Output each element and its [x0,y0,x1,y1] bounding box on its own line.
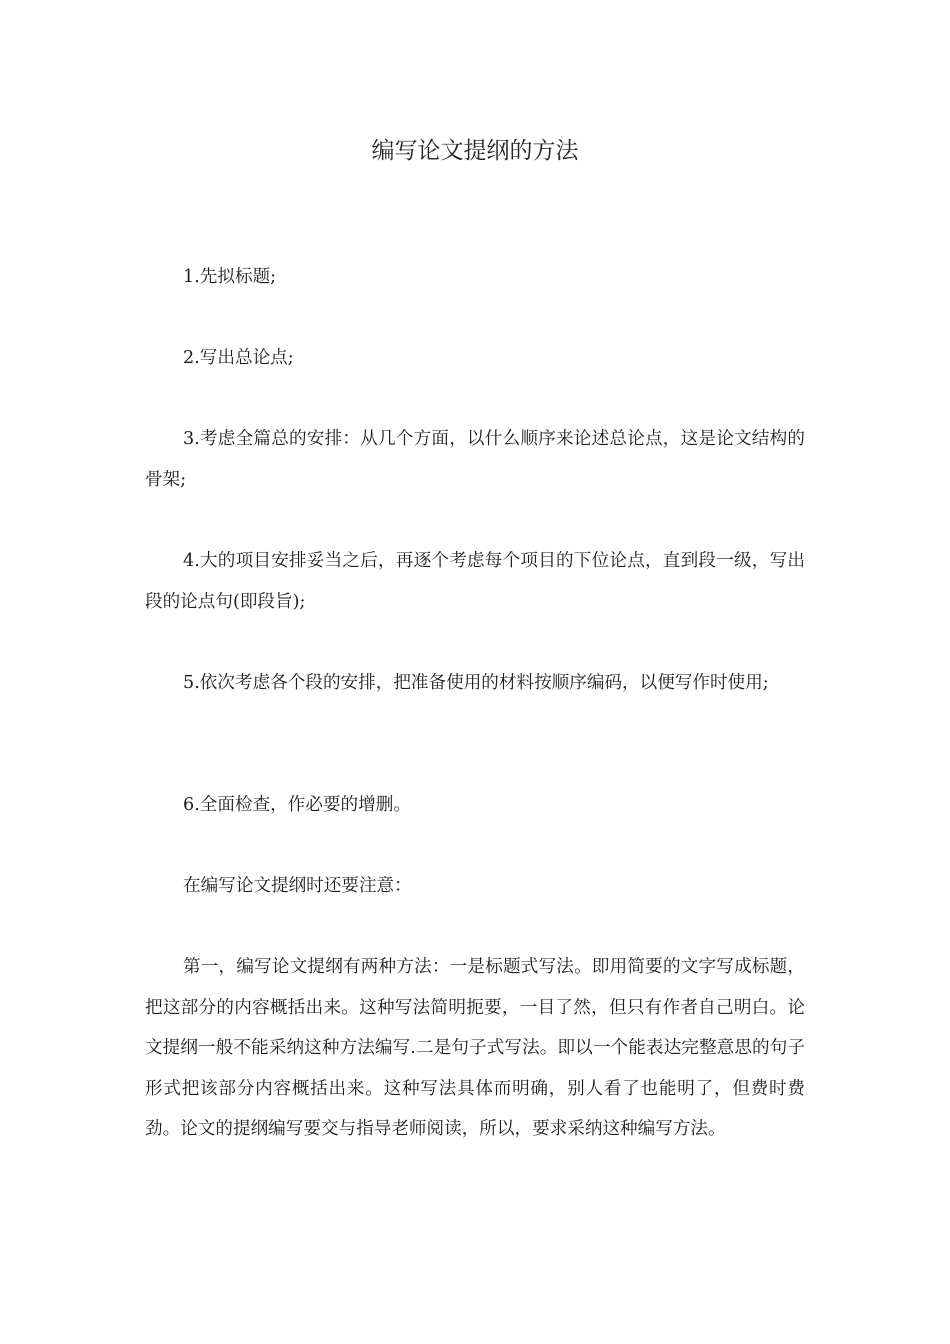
step-1-paragraph: 1.先拟标题; [183,267,277,287]
notes-intro-paragraph: 在编写论文提纲时还要注意： [183,876,412,896]
step-5-paragraph: 5.依次考虑各个段的安排，把准备使用的材料按顺序编码，以便写作时使用; [183,673,769,693]
step-3-paragraph: 3.考虑全篇总的安排：从几个方面，以什么顺序来论述总论点，这是论文结构的骨架; [145,429,805,490]
document-title: 编写论文提纲的方法 [371,138,579,164]
step-6-paragraph: 6.全面检查，作必要的增删。 [183,795,411,815]
note-first-paragraph: 第一，编写论文提纲有两种方法：一是标题式写法。即用简要的文字写成标题，把这部分的内容概括出来。这种写法简明扼要，一目了然，但只有作者自己明白。论文提纲一般不能采纳这种方法编写.二是句子式写法。即以一个能表达完整意思的句子形式把该部分内容概括出来。这种写法具体而明确，别人看了也能明了，但费时费劲。论文的提纲编写要交与指导老师阅读，所以，要求采纳这种编写方法。 [145,957,805,1139]
step-4-paragraph: 4.大的项目安排妥当之后，再逐个考虑每个项目的下位论点，直到段一级，写出段的论点句(即段旨); [145,551,805,612]
step-2-paragraph: 2.写出总论点; [183,348,294,368]
